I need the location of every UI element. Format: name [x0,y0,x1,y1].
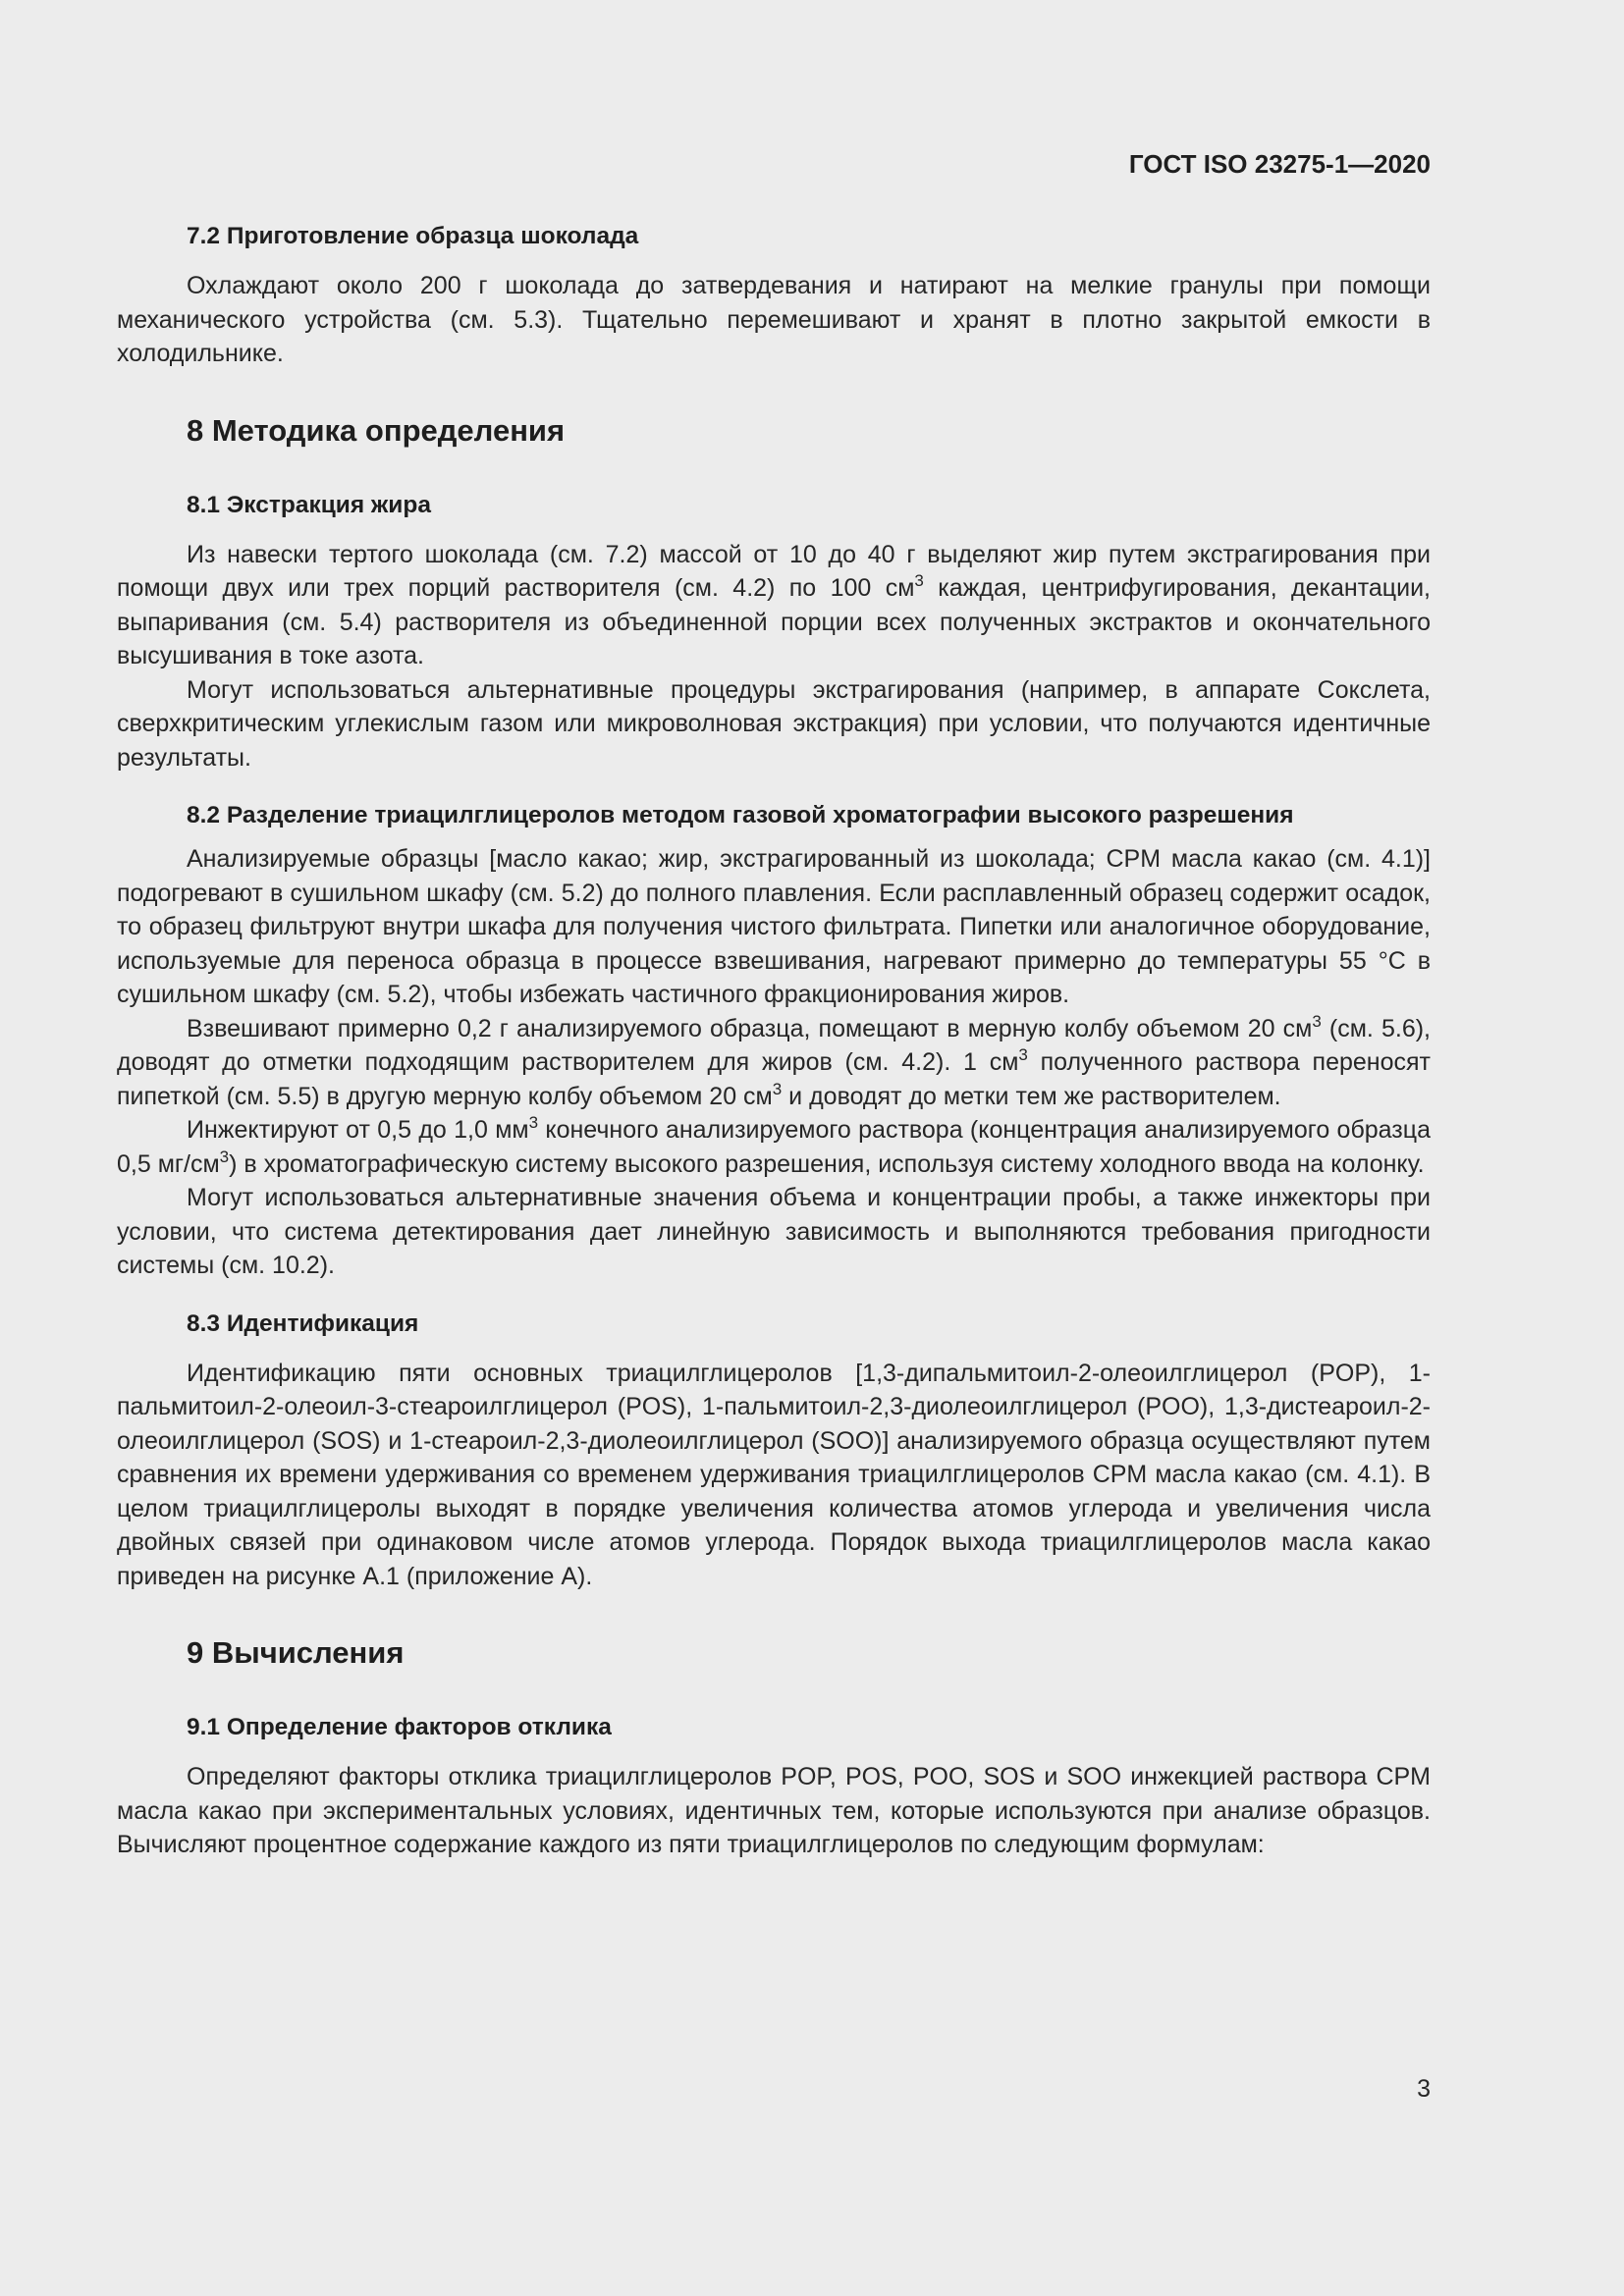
superscript: 3 [914,571,924,590]
superscript: 3 [528,1113,539,1132]
paragraph [117,538,1431,673]
paragraph [117,1113,1431,1181]
section-8-2-title: 8.2 Разделение триацилглицеролов методом газовой хроматографии высокого разрешения [187,802,1294,828]
text-run: и доводят до метки тем же растворителем. [782,1082,1281,1110]
paragraph: Определяют факторы отклика триацилглицеролов POP, POS, POO, SOS и SOO инжекцией раствора CPM масла какао при экспериментальных условиях, идентичных тем, которые используются при анализе образцов. Вычисляют процентное содержание каждого из пяти триацилглицеролов по следующим формулам: [117,1763,1431,1858]
page-number: 3 [1417,2075,1431,2103]
paragraph: Анализируемые образцы [масло какао; жир, экстрагированный из шоколада; CPM масла какао (см. 4.1)] подогревают в сушильном шкафу (см. 5.2) до полного плавления. Если расплавленный образец содержит осадок, то образец фильтруют внутри шкафа для получения чистого фильтрата. Пипетки или аналогичное оборудование, используемые для переноса образца в процессе взвешивания, нагревают примерно до температуры 55 °С в сушильном шкафу (см. 5.2), чтобы избежать частичного фракционирования жиров. [117,845,1431,1008]
section-8-title: 8 Методика определения [187,412,566,448]
superscript: 3 [1018,1045,1028,1064]
text-run: конечного анализируемого раствора (концентрация анализируемого образца 0,5 мг/см [117,1116,1431,1178]
text-run: (см. 5.6), доводят до отметки подходящим растворителем для жиров (см. 4.2). 1 см [117,1014,1431,1076]
text-run: Инжектируют от 0,5 до 1,0 мм [187,1116,529,1144]
text-run: Из навески тертого шоколада (см. 7.2) массой от 10 до 40 г выделяют жир путем экстрагирования при помощи двух или трех порций растворителя (см. 4.2) по 100 см [117,540,1431,602]
section-8-1-title: 8.1 Экстракция жира [187,491,431,518]
paragraph: Могут использоваться альтернативные процедуры экстрагирования (например, в аппарате Сокслета, сверхкритическим углекислым газом или микроволновая экстракция) при условии, что получаются идентичные результаты. [117,675,1431,772]
superscript: 3 [772,1079,783,1098]
document-header: ГОСТ ISO 23275-1—2020 [1128,149,1431,179]
text-run: полученного раствора переносят пипеткой (см. 5.5) в другую мерную колбу объемом 20 см [117,1048,1431,1110]
section-9-1-title: 9.1 Определение факторов отклика [187,1714,612,1740]
section-8-3-title: 8.3 Идентификация [187,1309,419,1337]
paragraph: Охлаждают около 200 г шоколада до затвердевания и натирают на мелкие гранулы при помощи механического устройства (см. 5.3). Тщательно перемешивают и хранят в плотно закрытой емкости в холодильнике. [117,272,1431,367]
text-run: Взвешивают примерно 0,2 г анализируемого образца, помещают в мерную колбу объемом 20 см [187,1014,1313,1042]
superscript: 3 [219,1147,230,1166]
paragraph [117,1012,1431,1114]
paragraph: Могут использоваться альтернативные значения объема и концентрации пробы, а также инжекторы при условии, что система детектирования дает линейную зависимость и выполняются требования пригодности системы (см. 10.2). [117,1184,1431,1279]
text-run: ) в хроматографическую систему высокого разрешения, используя систему холодного ввода на колонку. [229,1149,1425,1178]
document-body [117,220,1431,1862]
paragraph: Идентификацию пяти основных триацилглицеролов [1,3-дипальмитоил-2-олеоилглицерол (POP), 1-пальмитоил-2-олеоил-3-стеароилглицерол (POS), 1-пальмитоил-2,3-диолеоилглицерол (POO), 1,3-дистеароил-2-олеоилглицерол (SOS) и 1-стеароил-2,3-диолеоилглицерол (SOO)] анализируемого образца осуществляют путем сравнения их времени удерживания со временем удерживания триацилглицеролов CPM масла какао (см. 4.1). В целом триацилглицеролы выходят в порядке увеличения количества атомов углерода и увеличения числа двойных связей при одинаковом числе атомов углерода. Порядок выхода триацилглицеролов масла какао приведен на рисунке А.1 (приложение А). [117,1359,1431,1590]
section-9-title: 9 Вычисления [187,1635,405,1670]
text-run: каждая, центрифугирования, декантации, выпаривания (см. 5.4) растворителя из объединенной порции всех полученных экстрактов и окончательного высушивания в токе азота. [117,574,1431,669]
superscript: 3 [1312,1011,1322,1031]
section-7-2-title: 7.2 Приготовление образца шоколада [187,223,639,249]
